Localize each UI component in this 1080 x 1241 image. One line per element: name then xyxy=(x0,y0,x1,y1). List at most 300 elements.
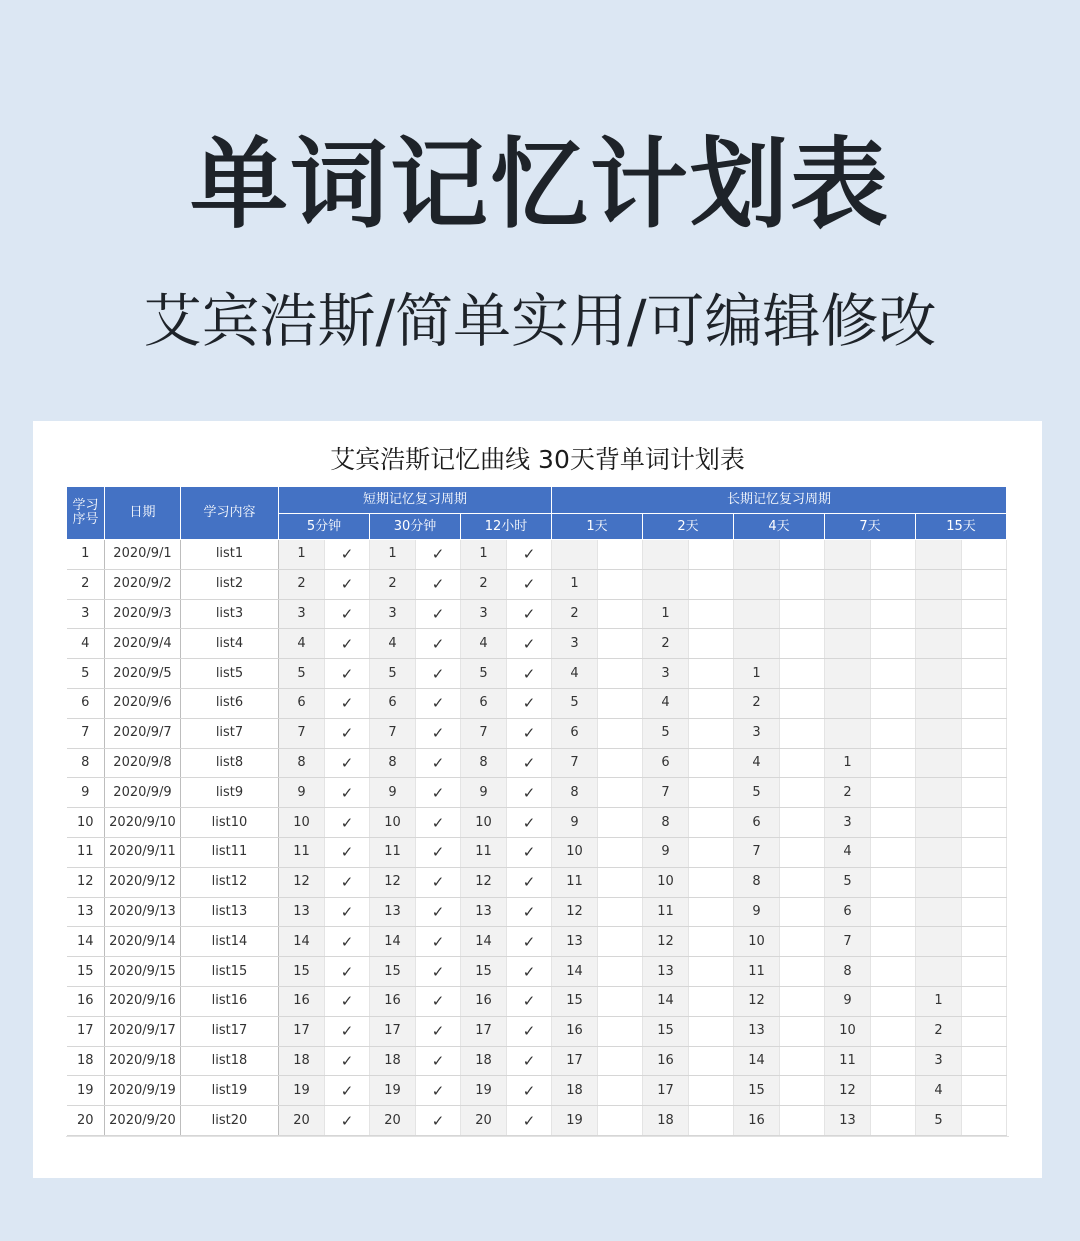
check-mark-icon: ✓ xyxy=(507,897,552,927)
check-mark-icon: ✓ xyxy=(507,540,552,570)
short-review-cell: 5 xyxy=(461,659,507,689)
long-review-cell xyxy=(916,569,962,599)
short-review-cell: 6 xyxy=(461,688,507,718)
check-mark-icon: ✓ xyxy=(325,808,370,838)
long-review-cell: 2 xyxy=(825,778,871,808)
check-blank-cell xyxy=(598,837,643,867)
check-mark-icon: ✓ xyxy=(507,599,552,629)
check-blank-cell xyxy=(962,569,1007,599)
check-blank-cell xyxy=(689,837,734,867)
short-review-cell: 20 xyxy=(279,1106,325,1136)
seq-cell: 18 xyxy=(67,1046,105,1076)
long-review-cell: 1 xyxy=(552,569,598,599)
check-blank-cell xyxy=(689,808,734,838)
check-blank-cell xyxy=(780,599,825,629)
check-blank-cell xyxy=(598,748,643,778)
short-review-cell: 7 xyxy=(370,718,416,748)
long-review-cell xyxy=(916,957,962,987)
content-cell: list3 xyxy=(181,599,279,629)
short-review-cell: 20 xyxy=(461,1106,507,1136)
date-cell: 2020/9/5 xyxy=(105,659,181,689)
short-review-cell: 13 xyxy=(461,897,507,927)
long-review-cell: 11 xyxy=(552,867,598,897)
short-review-cell: 15 xyxy=(279,957,325,987)
date-cell: 2020/9/11 xyxy=(105,837,181,867)
table-row xyxy=(67,986,1007,1016)
check-blank-cell xyxy=(780,629,825,659)
check-mark-icon: ✓ xyxy=(416,659,461,689)
check-mark-icon: ✓ xyxy=(325,1046,370,1076)
long-review-cell xyxy=(643,569,689,599)
long-review-cell: 1 xyxy=(916,986,962,1016)
check-blank-cell xyxy=(962,1016,1007,1046)
header-long-2: 4天 xyxy=(734,514,825,540)
seq-cell: 5 xyxy=(67,659,105,689)
table-row xyxy=(67,897,1007,927)
check-mark-icon: ✓ xyxy=(325,569,370,599)
check-blank-cell xyxy=(689,718,734,748)
check-mark-icon: ✓ xyxy=(416,688,461,718)
check-blank-cell xyxy=(871,659,916,689)
check-mark-icon: ✓ xyxy=(416,867,461,897)
check-blank-cell xyxy=(598,688,643,718)
long-review-cell xyxy=(916,927,962,957)
check-mark-icon: ✓ xyxy=(416,1076,461,1106)
seq-cell: 10 xyxy=(67,808,105,838)
table-row xyxy=(67,599,1007,629)
check-blank-cell xyxy=(962,688,1007,718)
long-review-cell: 15 xyxy=(734,1076,780,1106)
date-cell: 2020/9/19 xyxy=(105,1076,181,1106)
short-review-cell: 12 xyxy=(461,867,507,897)
long-review-cell: 16 xyxy=(734,1106,780,1136)
long-review-cell: 4 xyxy=(643,688,689,718)
long-review-cell: 13 xyxy=(825,1106,871,1136)
short-review-cell: 1 xyxy=(279,540,325,570)
long-review-cell xyxy=(916,599,962,629)
check-mark-icon: ✓ xyxy=(325,1076,370,1106)
check-blank-cell xyxy=(689,986,734,1016)
content-cell: list7 xyxy=(181,718,279,748)
content-cell: list15 xyxy=(181,957,279,987)
long-review-cell: 12 xyxy=(643,927,689,957)
date-cell: 2020/9/14 xyxy=(105,927,181,957)
short-review-cell: 18 xyxy=(461,1046,507,1076)
check-blank-cell xyxy=(871,569,916,599)
long-review-cell: 7 xyxy=(734,837,780,867)
check-blank-cell xyxy=(689,748,734,778)
check-blank-cell xyxy=(780,1016,825,1046)
long-review-cell: 5 xyxy=(552,688,598,718)
content-cell: list2 xyxy=(181,569,279,599)
short-review-cell: 6 xyxy=(370,688,416,718)
long-review-cell xyxy=(916,748,962,778)
check-blank-cell xyxy=(962,540,1007,570)
review-plan-table xyxy=(66,486,1007,1136)
check-blank-cell xyxy=(780,1046,825,1076)
short-review-cell: 10 xyxy=(461,808,507,838)
check-blank-cell xyxy=(871,1046,916,1076)
short-review-cell: 4 xyxy=(461,629,507,659)
seq-cell: 6 xyxy=(67,688,105,718)
check-mark-icon: ✓ xyxy=(416,629,461,659)
long-review-cell: 13 xyxy=(552,927,598,957)
long-review-cell: 8 xyxy=(734,867,780,897)
check-blank-cell xyxy=(598,540,643,570)
check-mark-icon: ✓ xyxy=(416,778,461,808)
check-blank-cell xyxy=(689,629,734,659)
check-blank-cell xyxy=(689,1016,734,1046)
check-blank-cell xyxy=(598,986,643,1016)
sheet-title: 艾宾浩斯记忆曲线 30天背单词计划表 xyxy=(330,445,745,474)
long-review-cell: 12 xyxy=(552,897,598,927)
date-cell: 2020/9/20 xyxy=(105,1106,181,1136)
long-review-cell: 18 xyxy=(643,1106,689,1136)
check-blank-cell xyxy=(962,778,1007,808)
content-cell: list4 xyxy=(181,629,279,659)
long-review-cell: 12 xyxy=(734,986,780,1016)
short-review-cell: 1 xyxy=(461,540,507,570)
long-review-cell xyxy=(825,688,871,718)
short-review-cell: 19 xyxy=(279,1076,325,1106)
long-review-cell: 19 xyxy=(552,1106,598,1136)
short-review-cell: 8 xyxy=(461,748,507,778)
table-row xyxy=(67,927,1007,957)
header-seq: 学习 序号 xyxy=(67,487,105,540)
long-review-cell: 11 xyxy=(643,897,689,927)
check-blank-cell xyxy=(598,599,643,629)
check-mark-icon: ✓ xyxy=(416,897,461,927)
header-long-0: 1天 xyxy=(552,514,643,540)
short-review-cell: 2 xyxy=(370,569,416,599)
spreadsheet-card xyxy=(33,421,1042,1178)
check-blank-cell xyxy=(689,778,734,808)
header-long-1: 2天 xyxy=(643,514,734,540)
check-blank-cell xyxy=(780,540,825,570)
header-long-term: 长期记忆复习周期 xyxy=(552,487,1007,514)
long-review-cell xyxy=(643,540,689,570)
long-review-cell: 5 xyxy=(643,718,689,748)
short-review-cell: 4 xyxy=(370,629,416,659)
long-review-cell xyxy=(916,540,962,570)
long-review-cell xyxy=(916,629,962,659)
long-review-cell xyxy=(916,808,962,838)
check-blank-cell xyxy=(962,599,1007,629)
long-review-cell: 7 xyxy=(825,927,871,957)
short-review-cell: 4 xyxy=(279,629,325,659)
content-cell: list17 xyxy=(181,1016,279,1046)
long-review-cell xyxy=(916,867,962,897)
content-cell: list20 xyxy=(181,1106,279,1136)
long-review-cell: 10 xyxy=(734,927,780,957)
short-review-cell: 5 xyxy=(279,659,325,689)
check-blank-cell xyxy=(871,1016,916,1046)
check-blank-cell xyxy=(780,927,825,957)
check-blank-cell xyxy=(780,867,825,897)
check-mark-icon: ✓ xyxy=(507,748,552,778)
check-blank-cell xyxy=(689,599,734,629)
short-review-cell: 14 xyxy=(461,927,507,957)
seq-cell: 13 xyxy=(67,897,105,927)
check-blank-cell xyxy=(780,748,825,778)
short-review-cell: 3 xyxy=(279,599,325,629)
header-date: 日期 xyxy=(105,487,181,540)
table-row xyxy=(67,748,1007,778)
short-review-cell: 17 xyxy=(461,1016,507,1046)
check-blank-cell xyxy=(689,1076,734,1106)
check-mark-icon: ✓ xyxy=(416,1106,461,1136)
check-blank-cell xyxy=(598,718,643,748)
long-review-cell: 10 xyxy=(552,837,598,867)
long-review-cell: 8 xyxy=(552,778,598,808)
table-row xyxy=(67,1076,1007,1106)
check-blank-cell xyxy=(598,1076,643,1106)
check-blank-cell xyxy=(780,1106,825,1136)
short-review-cell: 19 xyxy=(370,1076,416,1106)
long-review-cell: 5 xyxy=(825,867,871,897)
content-cell: list10 xyxy=(181,808,279,838)
short-review-cell: 19 xyxy=(461,1076,507,1106)
long-review-cell: 1 xyxy=(825,748,871,778)
short-review-cell: 13 xyxy=(370,897,416,927)
long-review-cell: 2 xyxy=(552,599,598,629)
check-blank-cell xyxy=(871,897,916,927)
check-blank-cell xyxy=(689,688,734,718)
check-blank-cell xyxy=(598,569,643,599)
date-cell: 2020/9/12 xyxy=(105,867,181,897)
check-mark-icon: ✓ xyxy=(325,688,370,718)
check-blank-cell xyxy=(962,808,1007,838)
check-blank-cell xyxy=(689,569,734,599)
check-blank-cell xyxy=(871,540,916,570)
check-mark-icon: ✓ xyxy=(507,927,552,957)
check-blank-cell xyxy=(780,688,825,718)
check-mark-icon: ✓ xyxy=(325,540,370,570)
short-review-cell: 8 xyxy=(279,748,325,778)
check-mark-icon: ✓ xyxy=(507,1016,552,1046)
seq-cell: 15 xyxy=(67,957,105,987)
check-mark-icon: ✓ xyxy=(325,1106,370,1136)
short-review-cell: 15 xyxy=(461,957,507,987)
check-blank-cell xyxy=(598,629,643,659)
long-review-cell xyxy=(734,629,780,659)
check-mark-icon: ✓ xyxy=(325,867,370,897)
check-mark-icon: ✓ xyxy=(416,927,461,957)
long-review-cell xyxy=(825,629,871,659)
long-review-cell: 2 xyxy=(916,1016,962,1046)
check-mark-icon: ✓ xyxy=(325,748,370,778)
check-mark-icon: ✓ xyxy=(416,808,461,838)
table-row xyxy=(67,867,1007,897)
long-review-cell: 15 xyxy=(643,1016,689,1046)
seq-cell: 19 xyxy=(67,1076,105,1106)
check-mark-icon: ✓ xyxy=(507,778,552,808)
long-review-cell: 14 xyxy=(552,957,598,987)
check-blank-cell xyxy=(871,688,916,718)
content-cell: list12 xyxy=(181,867,279,897)
table-row xyxy=(67,688,1007,718)
check-blank-cell xyxy=(871,927,916,957)
check-mark-icon: ✓ xyxy=(416,540,461,570)
long-review-cell: 3 xyxy=(643,659,689,689)
long-review-cell: 18 xyxy=(552,1076,598,1106)
long-review-cell: 7 xyxy=(643,778,689,808)
long-review-cell: 14 xyxy=(643,986,689,1016)
check-blank-cell xyxy=(871,808,916,838)
header-long-3: 7天 xyxy=(825,514,916,540)
long-review-cell: 11 xyxy=(734,957,780,987)
check-blank-cell xyxy=(962,986,1007,1016)
long-review-cell xyxy=(916,778,962,808)
long-review-cell: 3 xyxy=(734,718,780,748)
check-blank-cell xyxy=(962,1106,1007,1136)
long-review-cell xyxy=(916,659,962,689)
check-mark-icon: ✓ xyxy=(507,718,552,748)
seq-cell: 8 xyxy=(67,748,105,778)
check-mark-icon: ✓ xyxy=(507,957,552,987)
date-cell: 2020/9/1 xyxy=(105,540,181,570)
long-review-cell: 7 xyxy=(552,748,598,778)
check-blank-cell xyxy=(871,837,916,867)
short-review-cell: 18 xyxy=(370,1046,416,1076)
table-row xyxy=(67,569,1007,599)
check-mark-icon: ✓ xyxy=(507,986,552,1016)
short-review-cell: 7 xyxy=(461,718,507,748)
check-mark-icon: ✓ xyxy=(325,897,370,927)
long-review-cell: 1 xyxy=(734,659,780,689)
check-mark-icon: ✓ xyxy=(416,599,461,629)
date-cell: 2020/9/3 xyxy=(105,599,181,629)
long-review-cell: 13 xyxy=(734,1016,780,1046)
short-review-cell: 10 xyxy=(279,808,325,838)
short-review-cell: 6 xyxy=(279,688,325,718)
short-review-cell: 9 xyxy=(279,778,325,808)
short-review-cell: 3 xyxy=(370,599,416,629)
check-blank-cell xyxy=(962,1076,1007,1106)
long-review-cell xyxy=(825,659,871,689)
check-mark-icon: ✓ xyxy=(416,748,461,778)
short-review-cell: 9 xyxy=(461,778,507,808)
content-cell: list14 xyxy=(181,927,279,957)
date-cell: 2020/9/7 xyxy=(105,718,181,748)
check-blank-cell xyxy=(962,748,1007,778)
long-review-cell: 9 xyxy=(825,986,871,1016)
table-row xyxy=(67,1016,1007,1046)
check-blank-cell xyxy=(871,867,916,897)
long-review-cell xyxy=(552,540,598,570)
check-blank-cell xyxy=(598,808,643,838)
check-blank-cell xyxy=(689,927,734,957)
check-blank-cell xyxy=(598,1106,643,1136)
table-row xyxy=(67,629,1007,659)
long-review-cell xyxy=(734,540,780,570)
long-review-cell: 5 xyxy=(916,1106,962,1136)
long-review-cell: 15 xyxy=(552,986,598,1016)
long-review-cell: 9 xyxy=(734,897,780,927)
long-review-cell: 5 xyxy=(734,778,780,808)
long-review-cell: 16 xyxy=(643,1046,689,1076)
check-mark-icon: ✓ xyxy=(325,778,370,808)
content-cell: list13 xyxy=(181,897,279,927)
table-row xyxy=(67,1106,1007,1136)
long-review-cell xyxy=(916,688,962,718)
check-blank-cell xyxy=(598,927,643,957)
poster-subtitle: 艾宾浩斯/简单实用/可编辑修改 xyxy=(143,287,937,355)
short-review-cell: 11 xyxy=(279,837,325,867)
check-blank-cell xyxy=(689,1106,734,1136)
table-row xyxy=(67,718,1007,748)
short-review-cell: 15 xyxy=(370,957,416,987)
check-mark-icon: ✓ xyxy=(507,837,552,867)
date-cell: 2020/9/16 xyxy=(105,986,181,1016)
check-blank-cell xyxy=(598,1016,643,1046)
check-blank-cell xyxy=(962,927,1007,957)
check-mark-icon: ✓ xyxy=(416,1046,461,1076)
seq-cell: 16 xyxy=(67,986,105,1016)
check-mark-icon: ✓ xyxy=(325,927,370,957)
date-cell: 2020/9/17 xyxy=(105,1016,181,1046)
check-mark-icon: ✓ xyxy=(325,629,370,659)
long-review-cell xyxy=(916,718,962,748)
check-mark-icon: ✓ xyxy=(416,569,461,599)
check-mark-icon: ✓ xyxy=(507,659,552,689)
table-row xyxy=(67,837,1007,867)
check-blank-cell xyxy=(780,837,825,867)
short-review-cell: 16 xyxy=(279,986,325,1016)
poster-title: 单词记忆计划表 xyxy=(189,128,890,242)
long-review-cell: 3 xyxy=(916,1046,962,1076)
check-mark-icon: ✓ xyxy=(325,837,370,867)
long-review-cell xyxy=(734,599,780,629)
short-review-cell: 9 xyxy=(370,778,416,808)
check-blank-cell xyxy=(962,659,1007,689)
check-blank-cell xyxy=(871,986,916,1016)
short-review-cell: 8 xyxy=(370,748,416,778)
short-review-cell: 16 xyxy=(461,986,507,1016)
header-short-1: 30分钟 xyxy=(370,514,461,540)
check-mark-icon: ✓ xyxy=(507,867,552,897)
check-blank-cell xyxy=(598,659,643,689)
short-review-cell: 2 xyxy=(279,569,325,599)
check-blank-cell xyxy=(780,718,825,748)
short-review-cell: 14 xyxy=(279,927,325,957)
long-review-cell: 16 xyxy=(552,1016,598,1046)
short-review-cell: 18 xyxy=(279,1046,325,1076)
long-review-cell xyxy=(916,897,962,927)
check-blank-cell xyxy=(962,718,1007,748)
check-blank-cell xyxy=(780,778,825,808)
short-review-cell: 13 xyxy=(279,897,325,927)
content-cell: list16 xyxy=(181,986,279,1016)
check-blank-cell xyxy=(689,540,734,570)
content-cell: list5 xyxy=(181,659,279,689)
check-mark-icon: ✓ xyxy=(325,1016,370,1046)
check-mark-icon: ✓ xyxy=(325,957,370,987)
check-mark-icon: ✓ xyxy=(416,718,461,748)
short-review-cell: 17 xyxy=(370,1016,416,1046)
seq-cell: 12 xyxy=(67,867,105,897)
long-review-cell: 3 xyxy=(825,808,871,838)
short-review-cell: 12 xyxy=(279,867,325,897)
check-blank-cell xyxy=(689,957,734,987)
long-review-cell xyxy=(734,569,780,599)
check-mark-icon: ✓ xyxy=(416,1016,461,1046)
check-blank-cell xyxy=(780,808,825,838)
check-blank-cell xyxy=(689,867,734,897)
long-review-cell: 17 xyxy=(552,1046,598,1076)
short-review-cell: 12 xyxy=(370,867,416,897)
short-review-cell: 7 xyxy=(279,718,325,748)
